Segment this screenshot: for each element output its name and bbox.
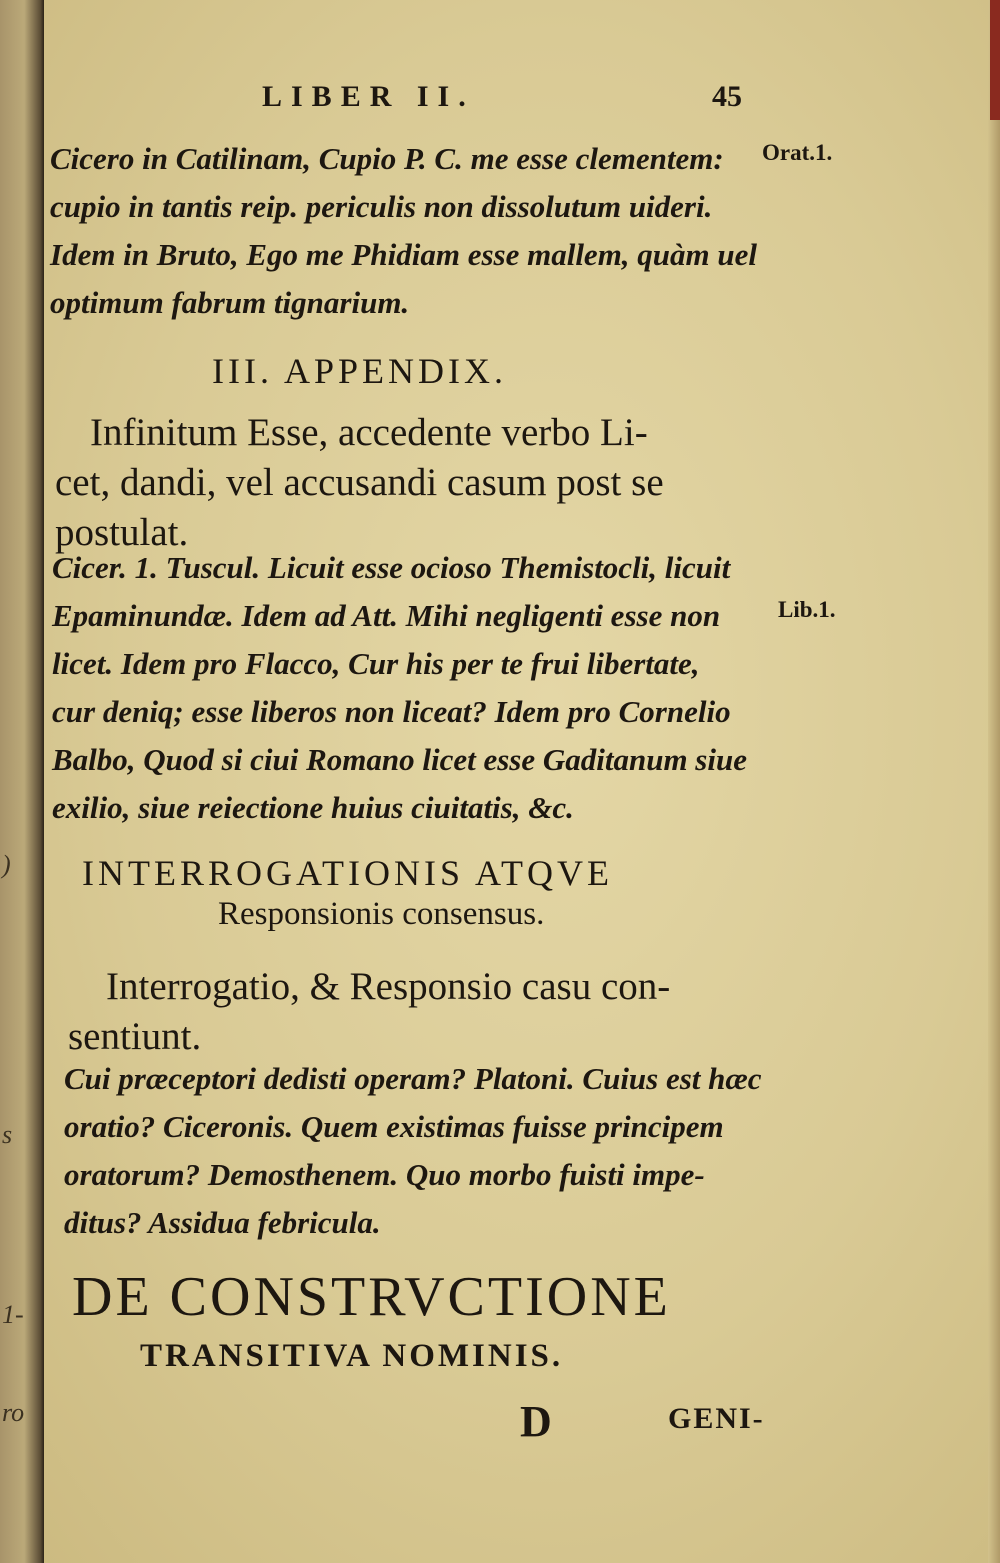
signature-mark: D	[520, 1397, 552, 1446]
text-line: Epaminundæ. Idem ad Att. Mihi negligenti esse non	[52, 598, 721, 633]
page-number: 45	[712, 80, 742, 113]
section-heading: III. APPENDIX.	[212, 351, 507, 391]
quotation-paragraph	[64, 1055, 762, 1247]
chapter-subheading: TRANSITIVA NOMINIS.	[140, 1338, 564, 1374]
show-through-mark: ro	[2, 1398, 25, 1427]
text-line: sentiunt.	[68, 1015, 202, 1058]
text-line: licet. Idem pro Flacco, Cur his per te frui libertate,	[52, 646, 700, 681]
show-through-mark: 1-	[2, 1300, 24, 1329]
text-line: optimum fabrum tignarium.	[50, 285, 410, 320]
text-line: Infinitum Esse, accedente verbo Li-	[90, 411, 648, 454]
text-line: postulat.	[55, 511, 189, 554]
text-line: cur deniq; esse liberos non liceat? Idem pro Cornelio	[52, 694, 731, 729]
chapter-heading: DE CONSTRVCTIONE	[72, 1266, 671, 1328]
page-edge-mark	[990, 0, 1000, 120]
text-line: oratorum? Demosthenem. Quo morbo fuisti impe-	[64, 1157, 705, 1192]
rule-text	[55, 408, 664, 558]
section-heading: INTERROGATIONIS ATQVE	[82, 853, 613, 893]
text-line: Cicero in Catilinam, Cupio P. C. me esse clementem:	[50, 141, 724, 176]
show-through-mark: s	[2, 1120, 13, 1149]
text-line: oratio? Ciceronis. Quem existimas fuisse principem	[64, 1109, 724, 1144]
show-through-mark: )	[2, 850, 11, 879]
quotation-paragraph	[52, 544, 747, 832]
text-line: Idem in Bruto, Ego me Phidiam esse mallem, quàm uel	[50, 237, 758, 272]
text-line: ditus? Assidua febricula.	[64, 1205, 381, 1240]
text-line: cupio in tantis reip. periculis non dissolutum uideri.	[50, 189, 713, 224]
quotation-paragraph	[50, 135, 757, 327]
catchword: GENI-	[668, 1402, 765, 1435]
text-line: Cui præceptori dedisti operam? Platoni. Cuius est hæc	[64, 1061, 762, 1096]
text-line: exilio, siue reiectione huius ciuitatis, &c.	[52, 790, 574, 825]
text-line: Cicer. 1. Tuscul. Licuit esse ocioso Themistocli, licuit	[52, 550, 731, 585]
text-line: Interrogatio, & Responsio casu con-	[106, 965, 671, 1008]
rule-text	[68, 962, 670, 1062]
page-edge	[988, 0, 1000, 1563]
running-head: LIBER II.	[262, 80, 475, 113]
section-subheading: Responsionis consensus.	[218, 896, 545, 932]
margin-note: Lib.1.	[778, 597, 836, 622]
margin-note: Orat.1.	[762, 140, 833, 165]
text-line: Balbo, Quod si ciui Romano licet esse Gaditanum siue	[52, 742, 747, 777]
text-line: cet, dandi, vel accusandi casum post se	[55, 461, 664, 504]
